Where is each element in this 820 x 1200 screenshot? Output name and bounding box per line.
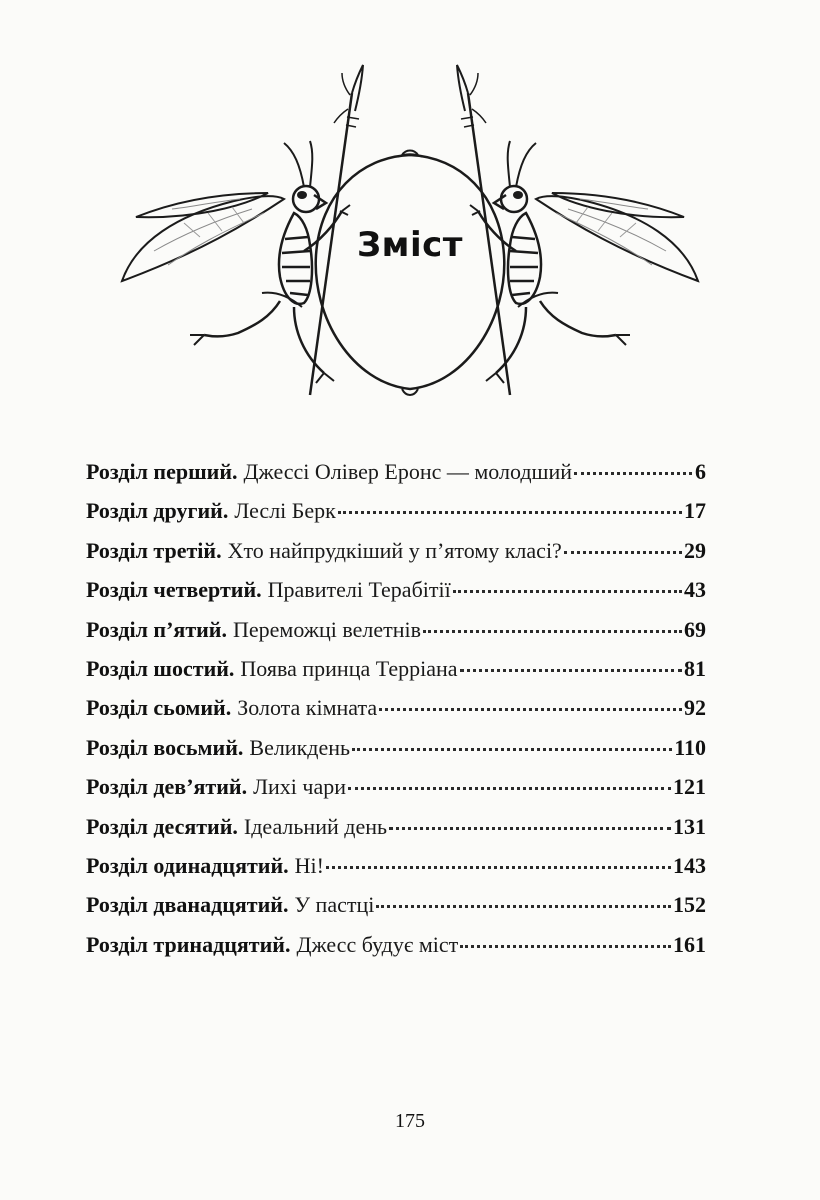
toc-chapter-title: Ідеальний день xyxy=(243,813,388,839)
toc-entry xyxy=(86,570,706,609)
toc-chapter-title: Лихі чари xyxy=(253,774,347,800)
toc-chapter-title: Правителі Терабітії xyxy=(267,577,451,603)
toc-chapter-label: Розділ сьомий. xyxy=(86,695,232,721)
toc-chapter-title: Джессі Олівер Еронс — молодший xyxy=(243,459,573,484)
dot-leader xyxy=(376,905,671,908)
dot-leader xyxy=(564,551,682,554)
toc-entry xyxy=(86,885,706,924)
dot-leader xyxy=(352,748,672,751)
toc-chapter-title: Поява принца Терріана xyxy=(240,655,458,681)
toc-chapter-title: Ні! xyxy=(294,852,324,878)
toc-entry xyxy=(86,846,706,885)
toc-page-number: 81 xyxy=(684,655,706,681)
dot-leader xyxy=(326,866,671,869)
toc-chapter-label: Розділ восьмий. xyxy=(86,734,244,760)
toc-chapter-label: Розділ четвертий. xyxy=(86,577,262,603)
toc-chapter-label: Розділ дванадцятий. xyxy=(86,892,289,918)
toc-page-number: 143 xyxy=(673,852,706,878)
toc-page-number: 29 xyxy=(684,537,706,563)
toc-chapter-title: Джесс будує міст xyxy=(296,931,459,957)
toc-page-number: 17 xyxy=(684,498,706,524)
toc-chapter-title: Хто найпрудкіший у п’ятому класі? xyxy=(227,537,562,563)
toc-entry xyxy=(86,491,706,530)
toc-chapter-title: У пастці xyxy=(294,892,375,918)
toc-chapter-label: Розділ тринадцятий. xyxy=(86,931,291,957)
toc-page-number: 161 xyxy=(673,931,706,957)
toc-chapter-label: Розділ шостий. xyxy=(86,655,235,681)
dot-leader xyxy=(574,472,692,475)
page-title: Зміст xyxy=(357,225,463,265)
toc-chapter-title: Переможці велетнів xyxy=(232,616,422,642)
dot-leader xyxy=(460,945,671,948)
toc-page-number: 152 xyxy=(673,892,706,918)
toc-chapter-label: Розділ другий. xyxy=(86,498,229,524)
toc-chapter-label: Розділ одинадцятий. xyxy=(86,852,289,878)
toc-chapter-title: Леслі Берк xyxy=(234,498,336,524)
toc-chapter-label: Розділ десятий. xyxy=(86,813,238,839)
dot-leader xyxy=(348,787,671,790)
toc-chapter-label: Розділ перший. xyxy=(86,459,238,484)
toc-page-number: 121 xyxy=(673,774,706,800)
toc-entry xyxy=(86,807,706,846)
toc-chapter-label: Розділ дев’ятий. xyxy=(86,774,248,800)
dot-leader xyxy=(423,630,682,633)
toc-entry xyxy=(86,767,706,806)
toc-page-number: 6 xyxy=(695,459,706,484)
toc-chapter-title: Золота кімната xyxy=(237,695,378,721)
dot-leader xyxy=(453,590,682,593)
table-of-contents xyxy=(86,452,706,964)
page-number: 175 xyxy=(395,1110,425,1132)
toc-page-number: 43 xyxy=(684,577,706,603)
toc-entry xyxy=(86,610,706,649)
toc-page-number: 110 xyxy=(674,734,706,760)
toc-entry xyxy=(86,925,706,964)
dot-leader xyxy=(389,827,671,830)
toc-page-number: 69 xyxy=(684,616,706,642)
toc-chapter-label: Розділ третій. xyxy=(86,537,222,563)
toc-entry xyxy=(86,649,706,688)
toc-entry xyxy=(86,452,706,491)
toc-page-number: 92 xyxy=(684,695,706,721)
dot-leader xyxy=(379,708,682,711)
dot-leader xyxy=(460,669,682,672)
toc-chapter-title: Великдень xyxy=(249,734,351,760)
toc-entry xyxy=(86,531,706,570)
dot-leader xyxy=(338,511,682,514)
toc-chapter-label: Розділ п’ятий. xyxy=(86,616,227,642)
toc-entry xyxy=(86,688,706,727)
toc-entry xyxy=(86,728,706,767)
toc-page-number: 131 xyxy=(673,813,706,839)
